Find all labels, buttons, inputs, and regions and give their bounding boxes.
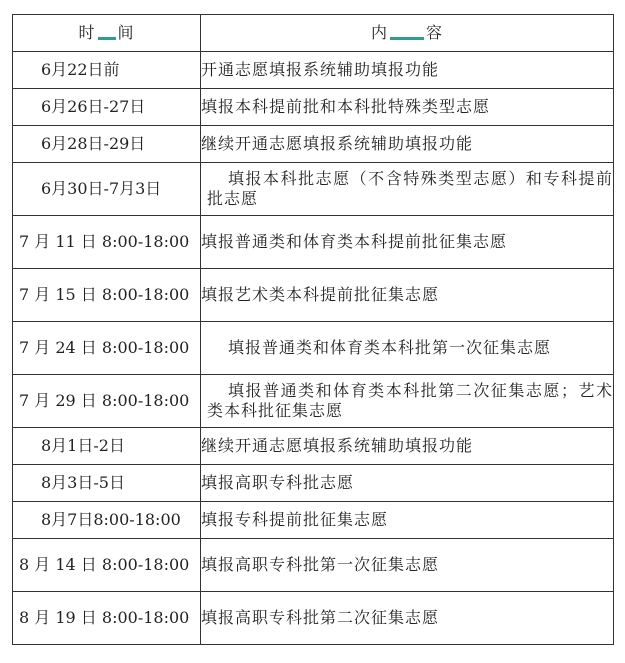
row-content: 填报本科批志愿（不含特殊类型志愿）和专科提前批志愿	[201, 163, 614, 216]
row-content: 填报普通类和体育类本科批第二次征集志愿；艺术类本科批征集志愿	[201, 375, 614, 428]
row-time: 7 月 11 日 8:00-18:00	[13, 216, 201, 269]
table-row	[13, 269, 614, 322]
header-time-char-2: 间	[117, 23, 135, 42]
table-row	[13, 539, 614, 592]
row-content: 继续开通志愿填报系统辅助填报功能	[201, 428, 614, 465]
row-time: 8 月 19 日 8:00-18:00	[13, 592, 201, 645]
table-body	[13, 52, 614, 645]
table-row	[13, 89, 614, 126]
row-time: 7 月 29 日 8:00-18:00	[13, 375, 201, 428]
row-time: 7 月 24 日 8:00-18:00	[13, 322, 201, 375]
header-content-char-1: 内	[370, 23, 388, 42]
row-time: 8月7日8:00-18:00	[13, 502, 201, 539]
table-row	[13, 375, 614, 428]
table-row	[13, 322, 614, 375]
row-time: 8 月 14 日 8:00-18:00	[13, 539, 201, 592]
row-content: 填报普通类和体育类本科提前批征集志愿	[201, 216, 614, 269]
row-content: 填报高职专科批第一次征集志愿	[201, 539, 614, 592]
table-row	[13, 126, 614, 163]
table-header	[13, 15, 614, 52]
table-row	[13, 502, 614, 539]
admission-schedule-table	[12, 14, 614, 645]
row-time: 8月3日-5日	[13, 465, 201, 502]
header-content	[201, 15, 614, 52]
header-time-char-1: 时	[78, 23, 96, 42]
row-time: 6月28日-29日	[13, 126, 201, 163]
row-content: 开通志愿填报系统辅助填报功能	[201, 52, 614, 89]
header-content-char-2: 容	[426, 23, 444, 42]
row-time: 6月30日-7月3日	[13, 163, 201, 216]
table-row	[13, 428, 614, 465]
table-row	[13, 216, 614, 269]
row-content: 填报专科提前批征集志愿	[201, 502, 614, 539]
row-time: 6月26日-27日	[13, 89, 201, 126]
row-content: 填报高职专科批志愿	[201, 465, 614, 502]
table-row	[13, 163, 614, 216]
row-content: 填报本科提前批和本科批特殊类型志愿	[201, 89, 614, 126]
header-content-gap	[390, 37, 424, 40]
row-content: 填报普通类和体育类本科批第一次征集志愿	[201, 322, 614, 375]
row-time: 8月1日-2日	[13, 428, 201, 465]
table-row	[13, 592, 614, 645]
row-content: 继续开通志愿填报系统辅助填报功能	[201, 126, 614, 163]
table-row	[13, 52, 614, 89]
header-time-gap	[98, 37, 116, 40]
row-content: 填报高职专科批第二次征集志愿	[201, 592, 614, 645]
row-content: 填报艺术类本科提前批征集志愿	[201, 269, 614, 322]
row-time: 6月22日前	[13, 52, 201, 89]
header-time	[13, 15, 201, 52]
row-time: 7 月 15 日 8:00-18:00	[13, 269, 201, 322]
table-row	[13, 465, 614, 502]
